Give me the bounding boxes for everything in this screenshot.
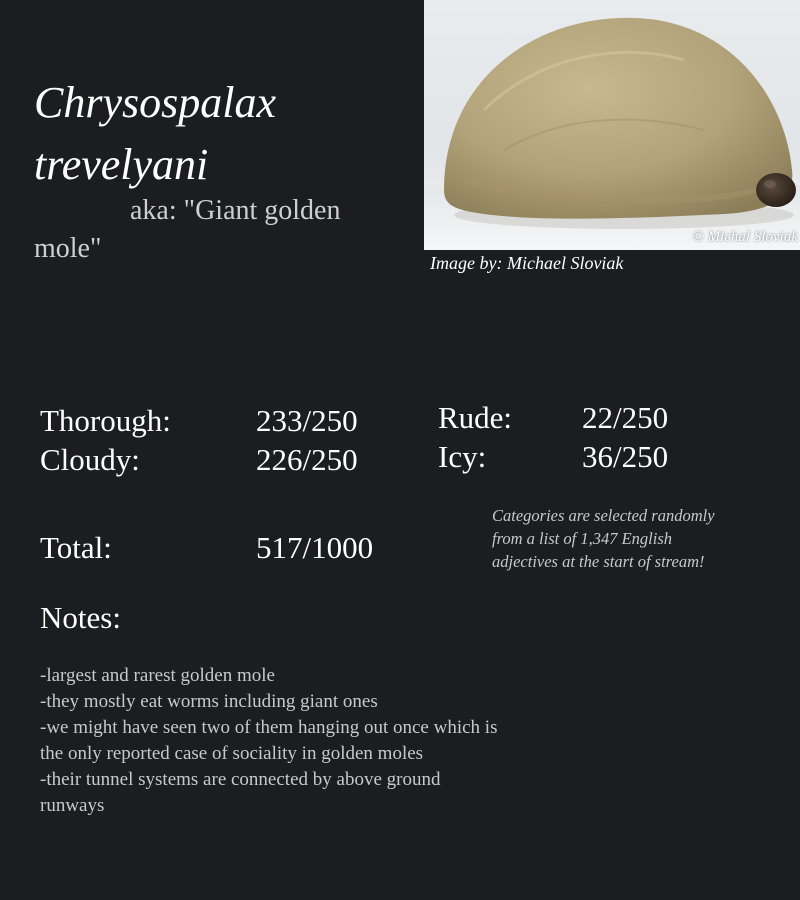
stat-value-total: 517/1000 <box>256 530 374 565</box>
stat-label-rude: Rude: <box>438 400 513 435</box>
stat-value-rude: 22/250 <box>582 400 669 435</box>
categories-note: Categories are selected randomly from a list of 1,347 English adjectives at the start of stream! <box>492 506 715 571</box>
golden-mole-photo-icon <box>424 0 800 250</box>
stat-value-icy: 36/250 <box>582 439 669 474</box>
note-item: -we might have seen two of them hanging out once which is the only reported case of sociality in golden moles <box>40 717 498 764</box>
photo-watermark: © Michal Sloviak <box>692 229 798 245</box>
stat-value-thorough: 233/250 <box>256 403 358 438</box>
note-item: -they mostly eat worms including giant ones <box>40 691 378 712</box>
note-item: -largest and rarest golden mole <box>40 665 275 686</box>
species-scientific-name: Chrysospalax trevelyani <box>34 78 276 189</box>
stat-label-icy: Icy: <box>438 439 487 474</box>
stat-value-cloudy: 226/250 <box>256 442 358 477</box>
notes-list <box>40 663 500 819</box>
stat-label-total: Total: <box>40 530 112 565</box>
notes-heading: Notes: <box>40 600 121 635</box>
stat-label-cloudy: Cloudy: <box>40 442 140 477</box>
note-item: -their tunnel systems are connected by above ground runways <box>40 769 441 816</box>
image-credit: Image by: Michael Sloviak <box>430 253 624 273</box>
species-common-name: aka: "Giant golden mole" <box>34 195 341 264</box>
mole-photo <box>424 0 800 250</box>
stat-label-thorough: Thorough: <box>40 403 171 438</box>
